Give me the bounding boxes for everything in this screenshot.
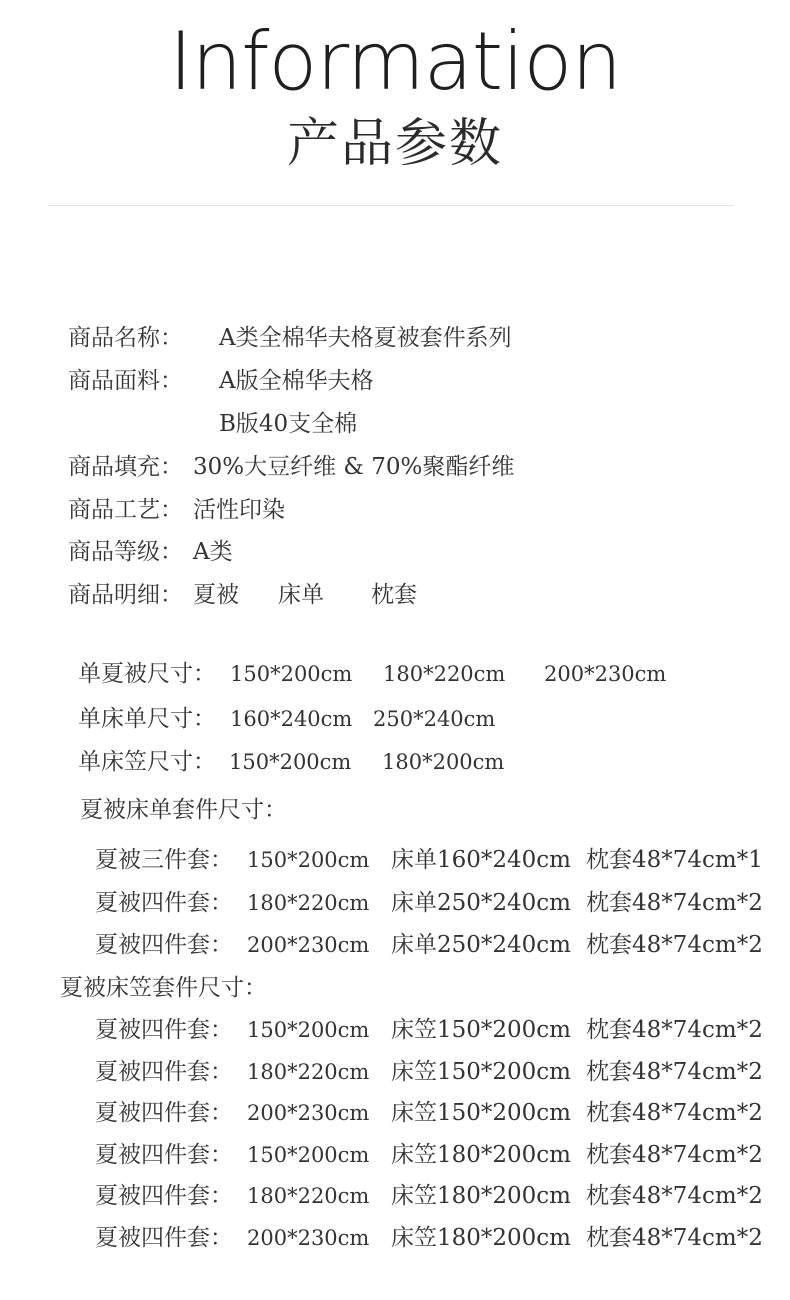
set-pillow-size: 枕套48*74cm*2 (586, 1225, 763, 1251)
spec-value-extra: 枕套 (371, 582, 417, 608)
set-sheet-size: 床笠150*200cm (391, 1017, 571, 1043)
set-sheet-size: 床单250*240cm (391, 890, 571, 916)
set-quilt-size: 180*220cm (247, 1184, 370, 1208)
spec-label: 商品等级： (68, 539, 183, 565)
set-name: 夏被四件套： (95, 1225, 233, 1251)
set-quilt-size: 150*200cm (247, 848, 370, 872)
size-value: 200*230cm (544, 662, 667, 686)
fitted-sets-heading: 夏被床笠套件尺寸： (60, 975, 267, 1001)
set-name: 夏被四件套： (95, 932, 233, 958)
spec-label: 商品名称： (68, 325, 183, 351)
set-name: 夏被四件套： (95, 890, 233, 916)
set-sheet-size: 床单160*240cm (391, 847, 571, 873)
size-label: 单床笠尺寸： (78, 749, 216, 775)
set-quilt-size: 180*220cm (247, 1060, 370, 1084)
set-quilt-size: 200*230cm (247, 1226, 370, 1250)
set-pillow-size: 枕套48*74cm*2 (586, 1017, 763, 1043)
spec-label: 商品工艺： (68, 497, 183, 523)
set-name: 夏被四件套： (95, 1142, 233, 1168)
spec-value: A版全棉华夫格 (219, 368, 374, 394)
set-name: 夏被四件套： (95, 1183, 233, 1209)
set-sheet-size: 床笠150*200cm (391, 1100, 571, 1126)
set-pillow-size: 枕套48*74cm*2 (586, 932, 763, 958)
page-title: Information (168, 15, 622, 108)
set-name: 夏被四件套： (95, 1017, 233, 1043)
set-pillow-size: 枕套48*74cm*2 (586, 1142, 763, 1168)
set-name: 夏被四件套： (95, 1100, 233, 1126)
set-sheet-size: 床笠180*200cm (391, 1225, 571, 1251)
size-value: 160*240cm (230, 707, 353, 731)
spec-value: A类全棉华夫格夏被套件系列 (219, 325, 512, 351)
spec-value: 30%大豆纤维 & 70%聚酯纤维 (193, 454, 515, 480)
page-subtitle: 产品参数 (286, 114, 503, 174)
set-quilt-size: 200*230cm (247, 933, 370, 957)
size-value: 150*200cm (229, 750, 352, 774)
set-pillow-size: 枕套48*74cm*2 (586, 1059, 763, 1085)
set-sheet-size: 床笠150*200cm (391, 1059, 571, 1085)
set-pillow-size: 枕套48*74cm*2 (586, 890, 763, 916)
set-pillow-size: 枕套48*74cm*2 (586, 1100, 763, 1126)
size-value: 150*200cm (230, 662, 353, 686)
spec-label: 商品明细： (68, 582, 183, 608)
set-sheet-size: 床单250*240cm (391, 932, 571, 958)
size-label: 单夏被尺寸： (78, 661, 216, 687)
spec-value: 活性印染 (193, 497, 285, 523)
sheet-sets-heading: 夏被床单套件尺寸： (80, 797, 287, 823)
set-pillow-size: 枕套48*74cm*1 (586, 847, 763, 873)
spec-label: 商品填充： (68, 454, 183, 480)
spec-value: 夏被 (193, 582, 239, 608)
set-quilt-size: 200*230cm (247, 1101, 370, 1125)
size-value: 180*200cm (382, 750, 505, 774)
spec-label: 商品面料： (68, 368, 183, 394)
spec-value-extra: 床单 (278, 582, 324, 608)
spec-value: A类 (193, 539, 233, 565)
spec-value: B版40支全棉 (219, 411, 358, 437)
set-pillow-size: 枕套48*74cm*2 (586, 1183, 763, 1209)
size-value: 250*240cm (373, 707, 496, 731)
set-sheet-size: 床笠180*200cm (391, 1183, 571, 1209)
set-quilt-size: 180*220cm (247, 891, 370, 915)
set-quilt-size: 150*200cm (247, 1143, 370, 1167)
set-sheet-size: 床笠180*200cm (391, 1142, 571, 1168)
header-divider (48, 205, 734, 206)
set-quilt-size: 150*200cm (247, 1018, 370, 1042)
size-label: 单床单尺寸： (78, 706, 216, 732)
set-name: 夏被四件套： (95, 1059, 233, 1085)
size-value: 180*220cm (383, 662, 506, 686)
set-name: 夏被三件套： (95, 847, 233, 873)
